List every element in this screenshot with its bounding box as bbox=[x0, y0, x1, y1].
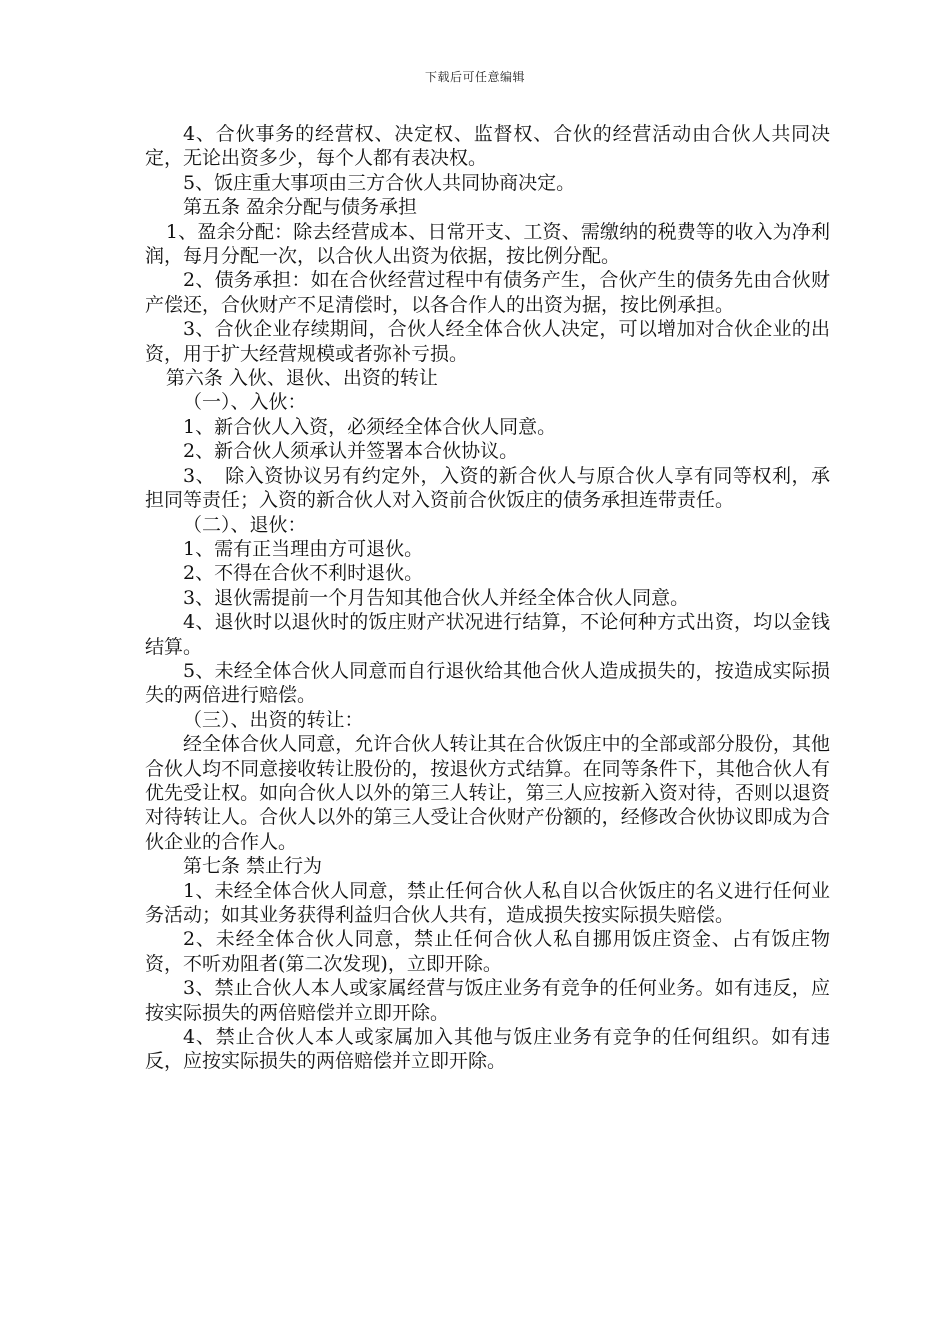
section-heading: 第七条 禁止行为 bbox=[183, 855, 323, 878]
paragraph: 2、未经全体合伙人同意，禁止任何合伙人私自挪用饭庄资金、占有饭庄物资，不听劝阻者(第二次发现)，立即开除。 bbox=[145, 928, 830, 975]
paragraph: 3、禁止合伙人本人或家属经营与饭庄业务有竞争的任何业务。如有违反，应按实际损失的两倍赔偿并立即开除。 bbox=[145, 977, 830, 1024]
subsection-heading: （三）、出资的转让： bbox=[183, 708, 364, 731]
paragraph: 1、新合伙人入资，必须经全体合伙人同意。 bbox=[183, 415, 557, 438]
document-body bbox=[145, 122, 830, 1074]
paragraph: 1、未经全体合伙人同意，禁止任何合伙人私自以合伙饭庄的名义进行任何业务活动；如其业务获得利益归合伙人共有，造成损失按实际损失赔偿。 bbox=[145, 879, 830, 926]
paragraph: 1、需有正当理由方可退伙。 bbox=[183, 537, 424, 560]
paragraph: 2、新合伙人须承认并签署本合伙协议。 bbox=[183, 440, 519, 463]
paragraph: 3、退伙需提前一个月告知其他合伙人并经全体合伙人同意。 bbox=[183, 586, 690, 609]
paragraph: 2、债务承担：如在合伙经营过程中有债务产生，合伙产生的债务先由合伙财产偿还，合伙财产不足清偿时，以各合作人的出资为据，按比例承担。 bbox=[145, 269, 830, 316]
paragraph: 3、 除入资协议另有约定外，入资的新合伙人与原合伙人享有同等权利，承担同等责任；入资的新合伙人对入资前合伙饭庄的债务承担连带责任。 bbox=[145, 464, 830, 512]
paragraph: 1、盈余分配：除去经营成本、日常开支、工资、需缴纳的税费等的收入为净利润，每月分配一次，以合伙人出资为依据，按比例分配。 bbox=[145, 220, 830, 268]
subsection-heading: （一）、入伙： bbox=[183, 391, 307, 414]
paragraph: 经全体合伙人同意，允许合伙人转让其在合伙饭庄中的全部或部分股份，其他合伙人均不同意接收转让股份的，按退伙方式结算。在同等条件下，其他合伙人有优先受让权。如向合伙人以外的第三人转让，第三人应按新入资对待，否则以退资对待转让人。合伙人以外的第三人受让合伙财产份额的，经修改合伙协议即成为合伙企业的合作人。 bbox=[145, 733, 830, 853]
paragraph: 4、禁止合伙人本人或家属加入其他与饭庄业务有竞争的任何组织。如有违反，应按实际损失的两倍赔偿并立即开除。 bbox=[145, 1026, 830, 1073]
paragraph: 4、合伙事务的经营权、决定权、监督权、合伙的经营活动由合伙人共同决定，无论出资多少，每个人都有表决权。 bbox=[145, 123, 830, 170]
paragraph: 5、未经全体合伙人同意而自行退伙给其他合伙人造成损失的，按造成实际损失的两倍进行赔偿。 bbox=[145, 659, 830, 707]
section-heading: 第五条 盈余分配与债务承担 bbox=[183, 196, 418, 219]
subsection-heading: （二）、退伙： bbox=[183, 513, 307, 536]
section-heading: 第六条 入伙、退伙、出资的转让 bbox=[165, 367, 438, 390]
paragraph: 2、不得在合伙不利时退伙。 bbox=[183, 562, 424, 585]
page-header: 下载后可任意编辑 bbox=[424, 70, 525, 84]
paragraph: 3、合伙企业存续期间，合伙人经全体合伙人决定，可以增加对合伙企业的出资，用于扩大经营规模或者弥补亏损。 bbox=[145, 318, 830, 365]
paragraph: 5、饭庄重大事项由三方合伙人共同协商决定。 bbox=[183, 171, 576, 194]
paragraph: 4、退伙时以退伙时的饭庄财产状况进行结算，不论何种方式出资，均以金钱结算。 bbox=[145, 611, 830, 658]
